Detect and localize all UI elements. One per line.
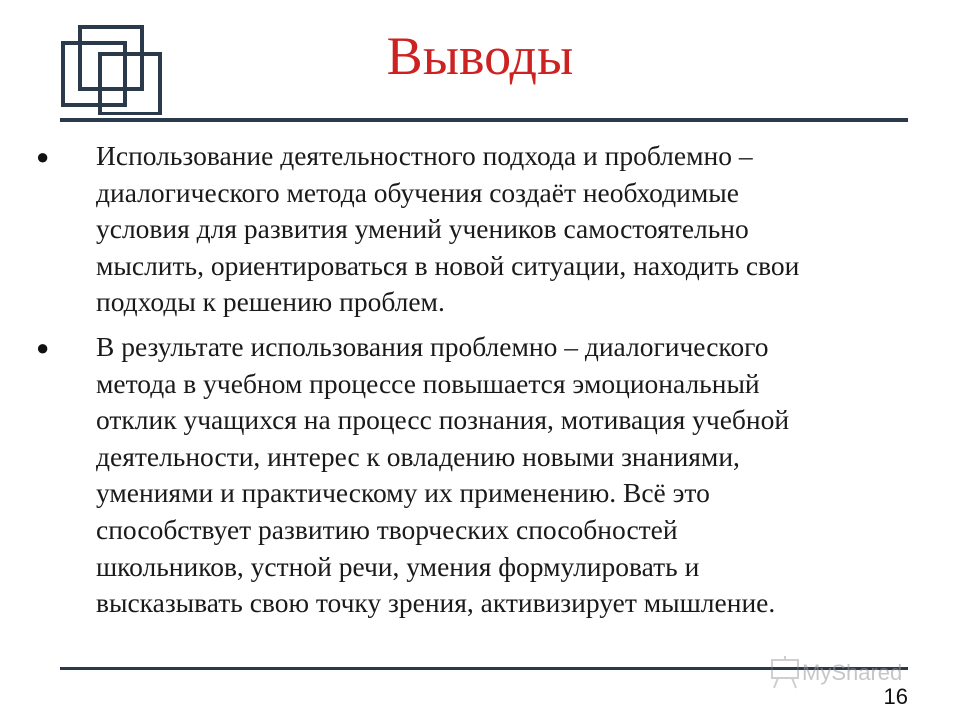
bullet-item xyxy=(30,329,930,622)
bullet-marker: ● xyxy=(36,144,50,169)
bullet-marker: ● xyxy=(36,334,50,360)
bullet-item xyxy=(30,138,930,321)
slide-number: 16 xyxy=(883,684,908,709)
slide-title: Выводы xyxy=(386,26,574,86)
bullet-text: Использование деятельностного подхода и проблемно – диалогического метода обучения создаёт необходимые условия для развития умений учеников самостоятельно мыслить, ориентироваться в новой ситуации, находить свои подходы к решению проблем. xyxy=(96,140,800,318)
slide-content xyxy=(30,138,930,630)
overlapping-squares-icon xyxy=(0,0,175,115)
presentation-board-icon xyxy=(772,656,798,688)
watermark-text: MyShared xyxy=(802,660,903,685)
bullet-text: В результате использования проблемно – диалогического метода в учебном процессе повышается эмоциональный отклик учащихся на процесс познания, мотивация учебной деятельности, интерес к овладению новыми знаниями, умениями и практическому их применению. Всё это способствует развитию творческих способностей школьников, устной речи, умения формулировать и высказывать свою точку зрения, активизирует мышление. xyxy=(96,330,790,619)
top-divider xyxy=(60,118,908,122)
